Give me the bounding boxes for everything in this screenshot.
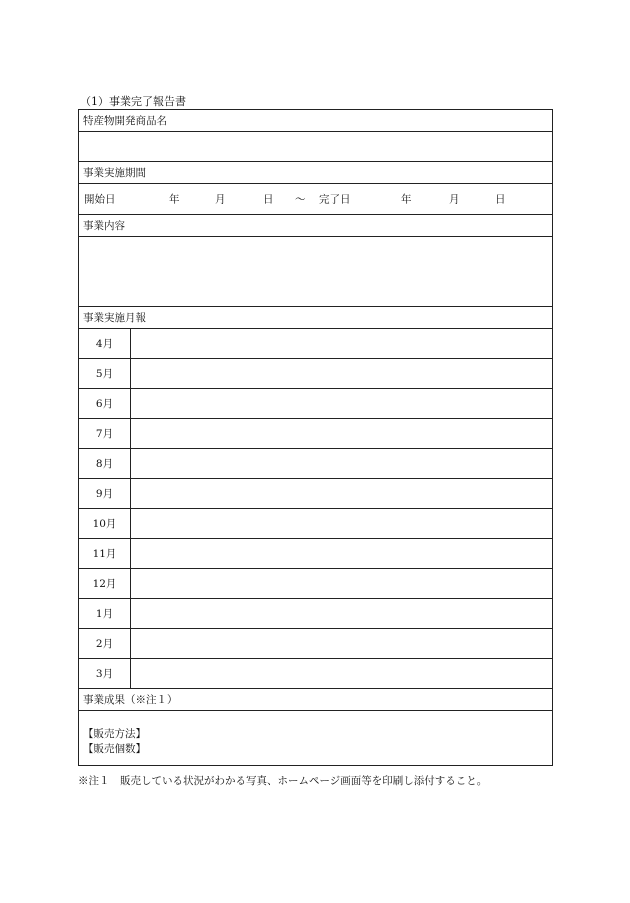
month-row [79,449,553,479]
product-name-input-row [79,132,553,162]
month-row [79,419,553,449]
content-input-row [79,237,553,307]
month-report-field[interactable] [131,599,553,629]
period-label-row [79,162,553,184]
period-tilde: 〜 [295,193,306,206]
completion-report-form [78,109,553,766]
month-row [79,599,553,629]
content-label-row [79,215,553,237]
month-label: 6月 [79,389,131,419]
product-name-field[interactable] [79,132,553,162]
monthly-report-label: 事業実施月報 [79,307,553,329]
month-report-field[interactable] [131,359,553,389]
end-date-label: 完了日 [319,193,351,206]
sales-quantity-label: 【販売個数】 [83,743,146,755]
period-label: 事業実施期間 [79,162,553,184]
month-label: 2月 [79,629,131,659]
month-report-field[interactable] [131,509,553,539]
product-name-label-row [79,110,553,132]
period-field[interactable] [79,184,553,215]
month-row [79,539,553,569]
month-row [79,359,553,389]
result-label-row [79,689,553,711]
content-label: 事業内容 [79,215,553,237]
month-report-field[interactable] [131,479,553,509]
footnote: ※注１ 販売している状況がわかる写真、ホームページ画面等を印刷し添付すること。 [78,775,488,787]
result-field[interactable] [79,711,553,766]
month-report-field[interactable] [131,389,553,419]
month-row [79,329,553,359]
month-row [79,569,553,599]
month-label: 5月 [79,359,131,389]
product-name-label: 特産物開発商品名 [79,110,553,132]
month-report-field[interactable] [131,629,553,659]
month-label: 8月 [79,449,131,479]
month-report-field[interactable] [131,419,553,449]
month-label: 4月 [79,329,131,359]
month-report-field[interactable] [131,449,553,479]
month-label: 9月 [79,479,131,509]
month-report-field[interactable] [131,329,553,359]
period-row [79,184,553,215]
start-year-unit: 年 [169,193,180,206]
start-month-unit: 月 [215,193,226,206]
result-input-row [79,711,553,766]
month-report-field[interactable] [131,539,553,569]
month-report-field[interactable] [131,569,553,599]
month-label: 10月 [79,509,131,539]
month-label: 12月 [79,569,131,599]
month-report-field[interactable] [131,659,553,689]
month-label: 1月 [79,599,131,629]
content-field[interactable] [79,237,553,307]
end-month-unit: 月 [449,193,460,206]
month-row [79,509,553,539]
monthly-label-row [79,307,553,329]
start-date-label: 開始日 [84,193,116,206]
end-day-unit: 日 [495,193,506,206]
end-year-unit: 年 [401,193,412,206]
month-label: 3月 [79,659,131,689]
section-title: （1）事業完了報告書 [80,95,186,108]
sales-method-label: 【販売方法】 [83,728,146,740]
month-label: 7月 [79,419,131,449]
month-row [79,659,553,689]
month-row [79,389,553,419]
month-row [79,479,553,509]
start-day-unit: 日 [263,193,274,206]
month-label: 11月 [79,539,131,569]
result-label: 事業成果（※注１） [79,689,553,711]
month-row [79,629,553,659]
